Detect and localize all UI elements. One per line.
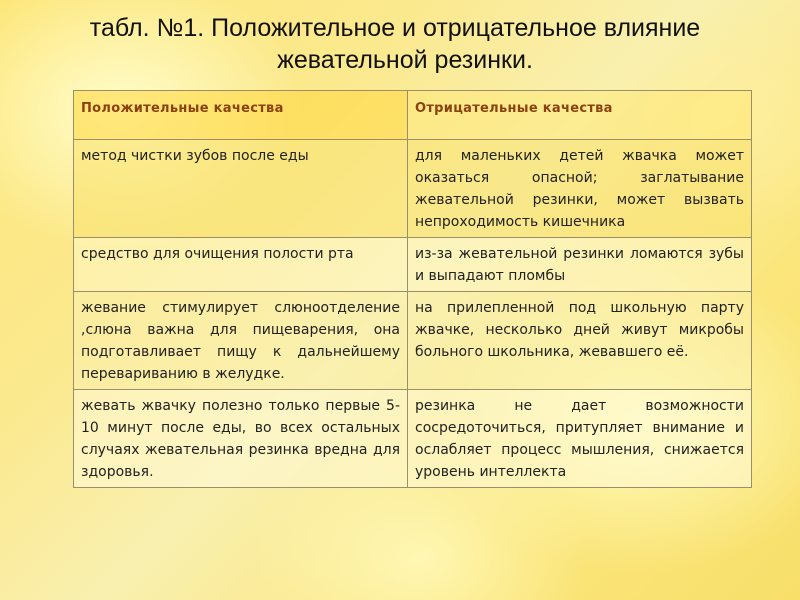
cell-positive: жевание стимулирует слюноотделение ,слюна важна для пищеварения, она подготавливает пищу к дальнейшему перевариванию в желудке. [74, 292, 408, 390]
cell-positive: жевать жвачку полезно только первые 5-10 минут после еды, во всех остальных случаях жевательная резинка вредна для здоровья. [74, 390, 408, 488]
page-title [0, 12, 800, 76]
table-row [74, 140, 752, 238]
header-positive-label: Положительные качества [81, 101, 284, 116]
cell-positive: метод чистки зубов после еды [74, 140, 408, 238]
cell-negative: резинка не дает возможности сосредоточиться, притупляет внимание и ослабляет процесс мышления, снижается уровень интеллекта [408, 390, 752, 488]
header-negative [408, 91, 752, 140]
title-line-1: табл. №1. Положительное и отрицательное влияние [89, 14, 701, 42]
table-row [74, 238, 752, 292]
table-header-row [74, 91, 752, 140]
header-positive [74, 91, 408, 140]
qualities-table [73, 90, 752, 488]
table-row [74, 390, 752, 488]
header-negative-label: Отрицательные качества [415, 101, 613, 116]
title-line-2: жевательной резинки. [277, 46, 533, 74]
cell-negative: на прилепленной под школьную парту жвачке, несколько дней живут микробы больного школьника, жевавшего её. [408, 292, 752, 390]
cell-negative: из-за жевательной резинки ломаются зубы и выпадают пломбы [408, 238, 752, 292]
cell-positive: средство для очищения полости рта [74, 238, 408, 292]
cell-negative: для маленьких детей жвачка может оказаться опасной; заглатывание жевательной резинки, может вызвать непроходимость кишечника [408, 140, 752, 238]
table-row [74, 292, 752, 390]
